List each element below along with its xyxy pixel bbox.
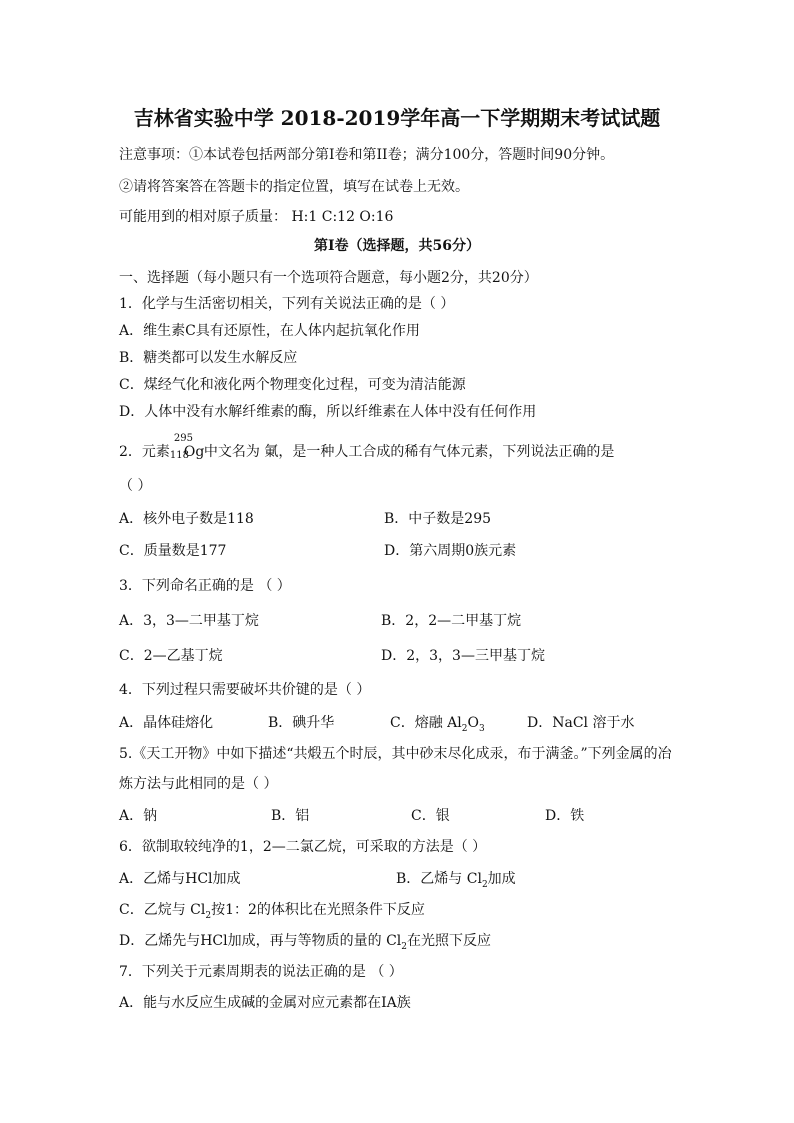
q4-option-d: D．NaCl 溶于水: [527, 715, 635, 731]
q5-option-a: A．钠: [119, 808, 158, 824]
q6-c-suffix: 按1：2的体积比在光照条件下反应: [211, 902, 425, 918]
q7-stem: 7．下列关于元素周期表的说法正确的是 （ ）: [119, 964, 403, 980]
q2-option-c: C．质量数是177: [119, 543, 227, 559]
q6-b-sub: 2: [481, 879, 488, 890]
q6-option-d: [119, 931, 491, 957]
nuclide-og: [169, 433, 205, 462]
q4-c-prefix: C．熔融 Al: [390, 715, 462, 731]
q2-suffix: 中文名为 氭，是一种人工合成的稀有气体元素，下列说法正确的是: [203, 444, 615, 460]
part1-heading: 一、选择题（每小题只有一个选项符合题意，每小题2分，共20分）: [119, 270, 538, 286]
q3-option-c: C．2—乙基丁烷: [119, 648, 223, 664]
q5-option-d: D．铁: [545, 808, 585, 824]
q5-stem-line-1: 5.《天工开物》中如下描述“共煅五个时辰，其中砂末尽化成汞，布于满釜。”下列金属的冶: [119, 746, 672, 762]
q3-option-d: D．2，3，3—三甲基丁烷: [381, 648, 545, 664]
notes-line-2: ②请将答案答在答题卡的指定位置，填写在试卷上无效。: [119, 179, 469, 195]
q1-option-c: C．煤经气化和液化两个物理变化过程，可变为清洁能源: [119, 377, 466, 393]
q6-stem: 6．欲制取较纯净的1，2—二氯乙烷，可采取的方法是（ ）: [119, 839, 487, 855]
q4-option-b: B．碘升华: [268, 715, 335, 731]
q3-stem: 3．下列命名正确的是 （ ）: [119, 578, 291, 594]
q6-option-b: [396, 869, 516, 895]
q1-option-a: A．维生素C具有还原性，在人体内起抗氧化作用: [119, 323, 420, 339]
nuclide-atomic: 118: [169, 450, 190, 461]
q1-option-d: D．人体中没有水解纤维素的酶，所以纤维素在人体中没有任何作用: [119, 404, 537, 420]
q1-option-b: B．糖类都可以发生水解反应: [119, 350, 298, 366]
nuclide-mass: 295: [173, 433, 194, 444]
q6-c-sub: 2: [205, 910, 212, 921]
q4-c-mid: O: [467, 715, 479, 731]
q6-option-c: [119, 900, 425, 926]
q4-c-sub2: 3: [478, 723, 485, 734]
q6-d-prefix: D．乙烯先与HCl加成，再与等物质的量的 Cl: [119, 933, 402, 949]
exam-title: 吉林省实验中学 2018-2019学年高一下学期期末考试试题: [133, 106, 661, 130]
q3-option-b: B．2，2—二甲基丁烷: [381, 613, 522, 629]
q2-paren: （ ）: [119, 478, 152, 494]
q1-stem: 1．化学与生活密切相关，下列有关说法正确的是（ ）: [119, 296, 455, 312]
notes-line-1: 注意事项：①本试卷包括两部分第Ⅰ卷和第II卷；满分100分，答题时间90分钟。: [119, 147, 615, 163]
q6-d-sub: 2: [401, 941, 407, 952]
q5-stem-line-2: 炼方法与此相同的是（ ）: [119, 776, 278, 792]
q7-option-a: A．能与水反应生成碱的金属对应元素都在ⅠA族: [119, 995, 411, 1011]
q6-c-prefix: C．乙烷与 Cl: [119, 902, 206, 918]
q4-option-a: A．晶体硅熔化: [119, 715, 214, 731]
q4-stem: 4．下列过程只需要破坏共价键的是（ ）: [119, 682, 371, 698]
q6-b-suffix: 加成: [487, 871, 516, 887]
q2-option-a: A．核外电子数是118: [119, 511, 254, 527]
q5-option-b: B．铝: [271, 808, 310, 824]
q6-option-a: A．乙烯与HCl加成: [119, 871, 241, 887]
notes-line-3: 可能用到的相对原子质量： H:1 C:12 O:16: [119, 209, 394, 225]
q6-d-suffix: 在光照下反应: [407, 933, 491, 949]
q2-prefix: 2．元素: [119, 444, 170, 460]
q5-option-c: C．银: [411, 808, 450, 824]
nuclide-symbol: Og: [183, 444, 205, 460]
q4-option-c: [390, 713, 485, 739]
q2-stem: [119, 433, 615, 462]
q6-b-prefix: B．乙烯与 Cl: [396, 871, 482, 887]
q4-c-sub1: 2: [461, 723, 468, 734]
q2-option-d: D．第六周期0族元素: [384, 543, 517, 559]
q3-option-a: A．3，3—二甲基丁烷: [119, 613, 259, 629]
q2-option-b: B．中子数是295: [384, 511, 492, 527]
section-title: 第Ⅰ卷（选择题，共56分）: [313, 238, 481, 254]
